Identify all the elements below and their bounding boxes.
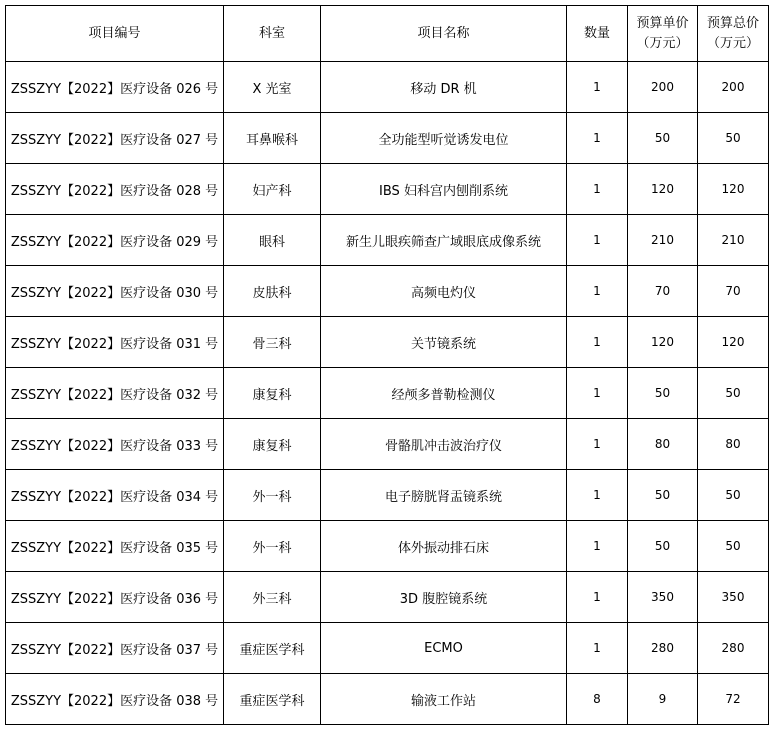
cell-project-name: ECMO bbox=[321, 623, 567, 674]
table-row bbox=[6, 368, 769, 419]
cell-department: 外三科 bbox=[224, 572, 321, 623]
cell-project-id: ZSSZYY【2022】医疗设备 031 号 bbox=[6, 317, 224, 368]
cell-quantity: 1 bbox=[567, 317, 628, 368]
cell-total-price: 210 bbox=[698, 215, 769, 266]
header-unit-price-unit: （万元） bbox=[636, 35, 689, 51]
cell-total-price: 72 bbox=[698, 674, 769, 725]
cell-project-id: ZSSZYY【2022】医疗设备 029 号 bbox=[6, 215, 224, 266]
cell-project-name: 骨骼肌冲击波治疗仪 bbox=[321, 419, 567, 470]
header-total-price-unit: （万元） bbox=[706, 35, 759, 51]
cell-quantity: 1 bbox=[567, 470, 628, 521]
table-header bbox=[6, 6, 769, 62]
cell-quantity: 1 bbox=[567, 572, 628, 623]
header-department: 科室 bbox=[224, 6, 321, 62]
table-row bbox=[6, 113, 769, 164]
table-row bbox=[6, 266, 769, 317]
cell-project-id: ZSSZYY【2022】医疗设备 038 号 bbox=[6, 674, 224, 725]
cell-project-id: ZSSZYY【2022】医疗设备 034 号 bbox=[6, 470, 224, 521]
cell-department: X 光室 bbox=[224, 62, 321, 113]
cell-project-name: 输液工作站 bbox=[321, 674, 567, 725]
cell-total-price: 120 bbox=[698, 317, 769, 368]
cell-department: 康复科 bbox=[224, 419, 321, 470]
cell-unit-price: 280 bbox=[628, 623, 698, 674]
cell-project-id: ZSSZYY【2022】医疗设备 030 号 bbox=[6, 266, 224, 317]
procurement-table-container bbox=[5, 5, 769, 725]
cell-quantity: 1 bbox=[567, 368, 628, 419]
cell-project-name: 全功能型听觉诱发电位 bbox=[321, 113, 567, 164]
cell-unit-price: 9 bbox=[628, 674, 698, 725]
cell-project-name: 经颅多普勒检测仪 bbox=[321, 368, 567, 419]
cell-project-name: 高频电灼仪 bbox=[321, 266, 567, 317]
cell-project-id: ZSSZYY【2022】医疗设备 035 号 bbox=[6, 521, 224, 572]
cell-project-name: 3D 腹腔镜系统 bbox=[321, 572, 567, 623]
header-total-price-label: 预算总价 bbox=[706, 15, 759, 31]
cell-total-price: 50 bbox=[698, 521, 769, 572]
cell-total-price: 70 bbox=[698, 266, 769, 317]
cell-department: 眼科 bbox=[224, 215, 321, 266]
cell-total-price: 50 bbox=[698, 470, 769, 521]
cell-unit-price: 350 bbox=[628, 572, 698, 623]
table-row bbox=[6, 164, 769, 215]
table-row bbox=[6, 62, 769, 113]
cell-quantity: 1 bbox=[567, 215, 628, 266]
header-unit-price bbox=[628, 6, 698, 62]
cell-unit-price: 200 bbox=[628, 62, 698, 113]
cell-project-id: ZSSZYY【2022】医疗设备 033 号 bbox=[6, 419, 224, 470]
cell-unit-price: 120 bbox=[628, 164, 698, 215]
header-total-price bbox=[698, 6, 769, 62]
cell-project-id: ZSSZYY【2022】医疗设备 026 号 bbox=[6, 62, 224, 113]
cell-department: 皮肤科 bbox=[224, 266, 321, 317]
cell-total-price: 120 bbox=[698, 164, 769, 215]
cell-quantity: 1 bbox=[567, 266, 628, 317]
header-project-name: 项目名称 bbox=[321, 6, 567, 62]
cell-project-id: ZSSZYY【2022】医疗设备 037 号 bbox=[6, 623, 224, 674]
table-row bbox=[6, 674, 769, 725]
cell-project-name: 电子膀胱肾盂镜系统 bbox=[321, 470, 567, 521]
cell-unit-price: 50 bbox=[628, 113, 698, 164]
cell-total-price: 80 bbox=[698, 419, 769, 470]
cell-department: 耳鼻喉科 bbox=[224, 113, 321, 164]
cell-quantity: 1 bbox=[567, 62, 628, 113]
table-row bbox=[6, 419, 769, 470]
cell-unit-price: 50 bbox=[628, 368, 698, 419]
cell-department: 外一科 bbox=[224, 521, 321, 572]
cell-department: 骨三科 bbox=[224, 317, 321, 368]
cell-project-name: IBS 妇科宫内刨削系统 bbox=[321, 164, 567, 215]
cell-total-price: 50 bbox=[698, 113, 769, 164]
table-body bbox=[6, 62, 769, 725]
cell-unit-price: 70 bbox=[628, 266, 698, 317]
cell-total-price: 350 bbox=[698, 572, 769, 623]
cell-quantity: 1 bbox=[567, 521, 628, 572]
header-row bbox=[6, 6, 769, 62]
cell-unit-price: 50 bbox=[628, 470, 698, 521]
cell-project-name: 体外振动排石床 bbox=[321, 521, 567, 572]
header-unit-price-label: 预算单价 bbox=[636, 15, 689, 31]
cell-quantity: 8 bbox=[567, 674, 628, 725]
cell-project-id: ZSSZYY【2022】医疗设备 027 号 bbox=[6, 113, 224, 164]
cell-department: 外一科 bbox=[224, 470, 321, 521]
cell-department: 妇产科 bbox=[224, 164, 321, 215]
cell-quantity: 1 bbox=[567, 164, 628, 215]
table-row bbox=[6, 470, 769, 521]
cell-unit-price: 210 bbox=[628, 215, 698, 266]
cell-quantity: 1 bbox=[567, 113, 628, 164]
cell-department: 康复科 bbox=[224, 368, 321, 419]
table-row bbox=[6, 521, 769, 572]
table-row bbox=[6, 623, 769, 674]
cell-total-price: 280 bbox=[698, 623, 769, 674]
cell-unit-price: 50 bbox=[628, 521, 698, 572]
cell-project-name: 新生儿眼疾筛查广域眼底成像系统 bbox=[321, 215, 567, 266]
table-row bbox=[6, 215, 769, 266]
table-row bbox=[6, 317, 769, 368]
cell-quantity: 1 bbox=[567, 623, 628, 674]
cell-project-name: 关节镜系统 bbox=[321, 317, 567, 368]
cell-total-price: 50 bbox=[698, 368, 769, 419]
procurement-budget-table bbox=[5, 5, 769, 725]
cell-quantity: 1 bbox=[567, 419, 628, 470]
cell-project-id: ZSSZYY【2022】医疗设备 036 号 bbox=[6, 572, 224, 623]
header-quantity: 数量 bbox=[567, 6, 628, 62]
cell-department: 重症医学科 bbox=[224, 623, 321, 674]
cell-total-price: 200 bbox=[698, 62, 769, 113]
header-project-id: 项目编号 bbox=[6, 6, 224, 62]
cell-unit-price: 80 bbox=[628, 419, 698, 470]
cell-department: 重症医学科 bbox=[224, 674, 321, 725]
cell-project-name: 移动 DR 机 bbox=[321, 62, 567, 113]
cell-unit-price: 120 bbox=[628, 317, 698, 368]
cell-project-id: ZSSZYY【2022】医疗设备 028 号 bbox=[6, 164, 224, 215]
table-row bbox=[6, 572, 769, 623]
cell-project-id: ZSSZYY【2022】医疗设备 032 号 bbox=[6, 368, 224, 419]
